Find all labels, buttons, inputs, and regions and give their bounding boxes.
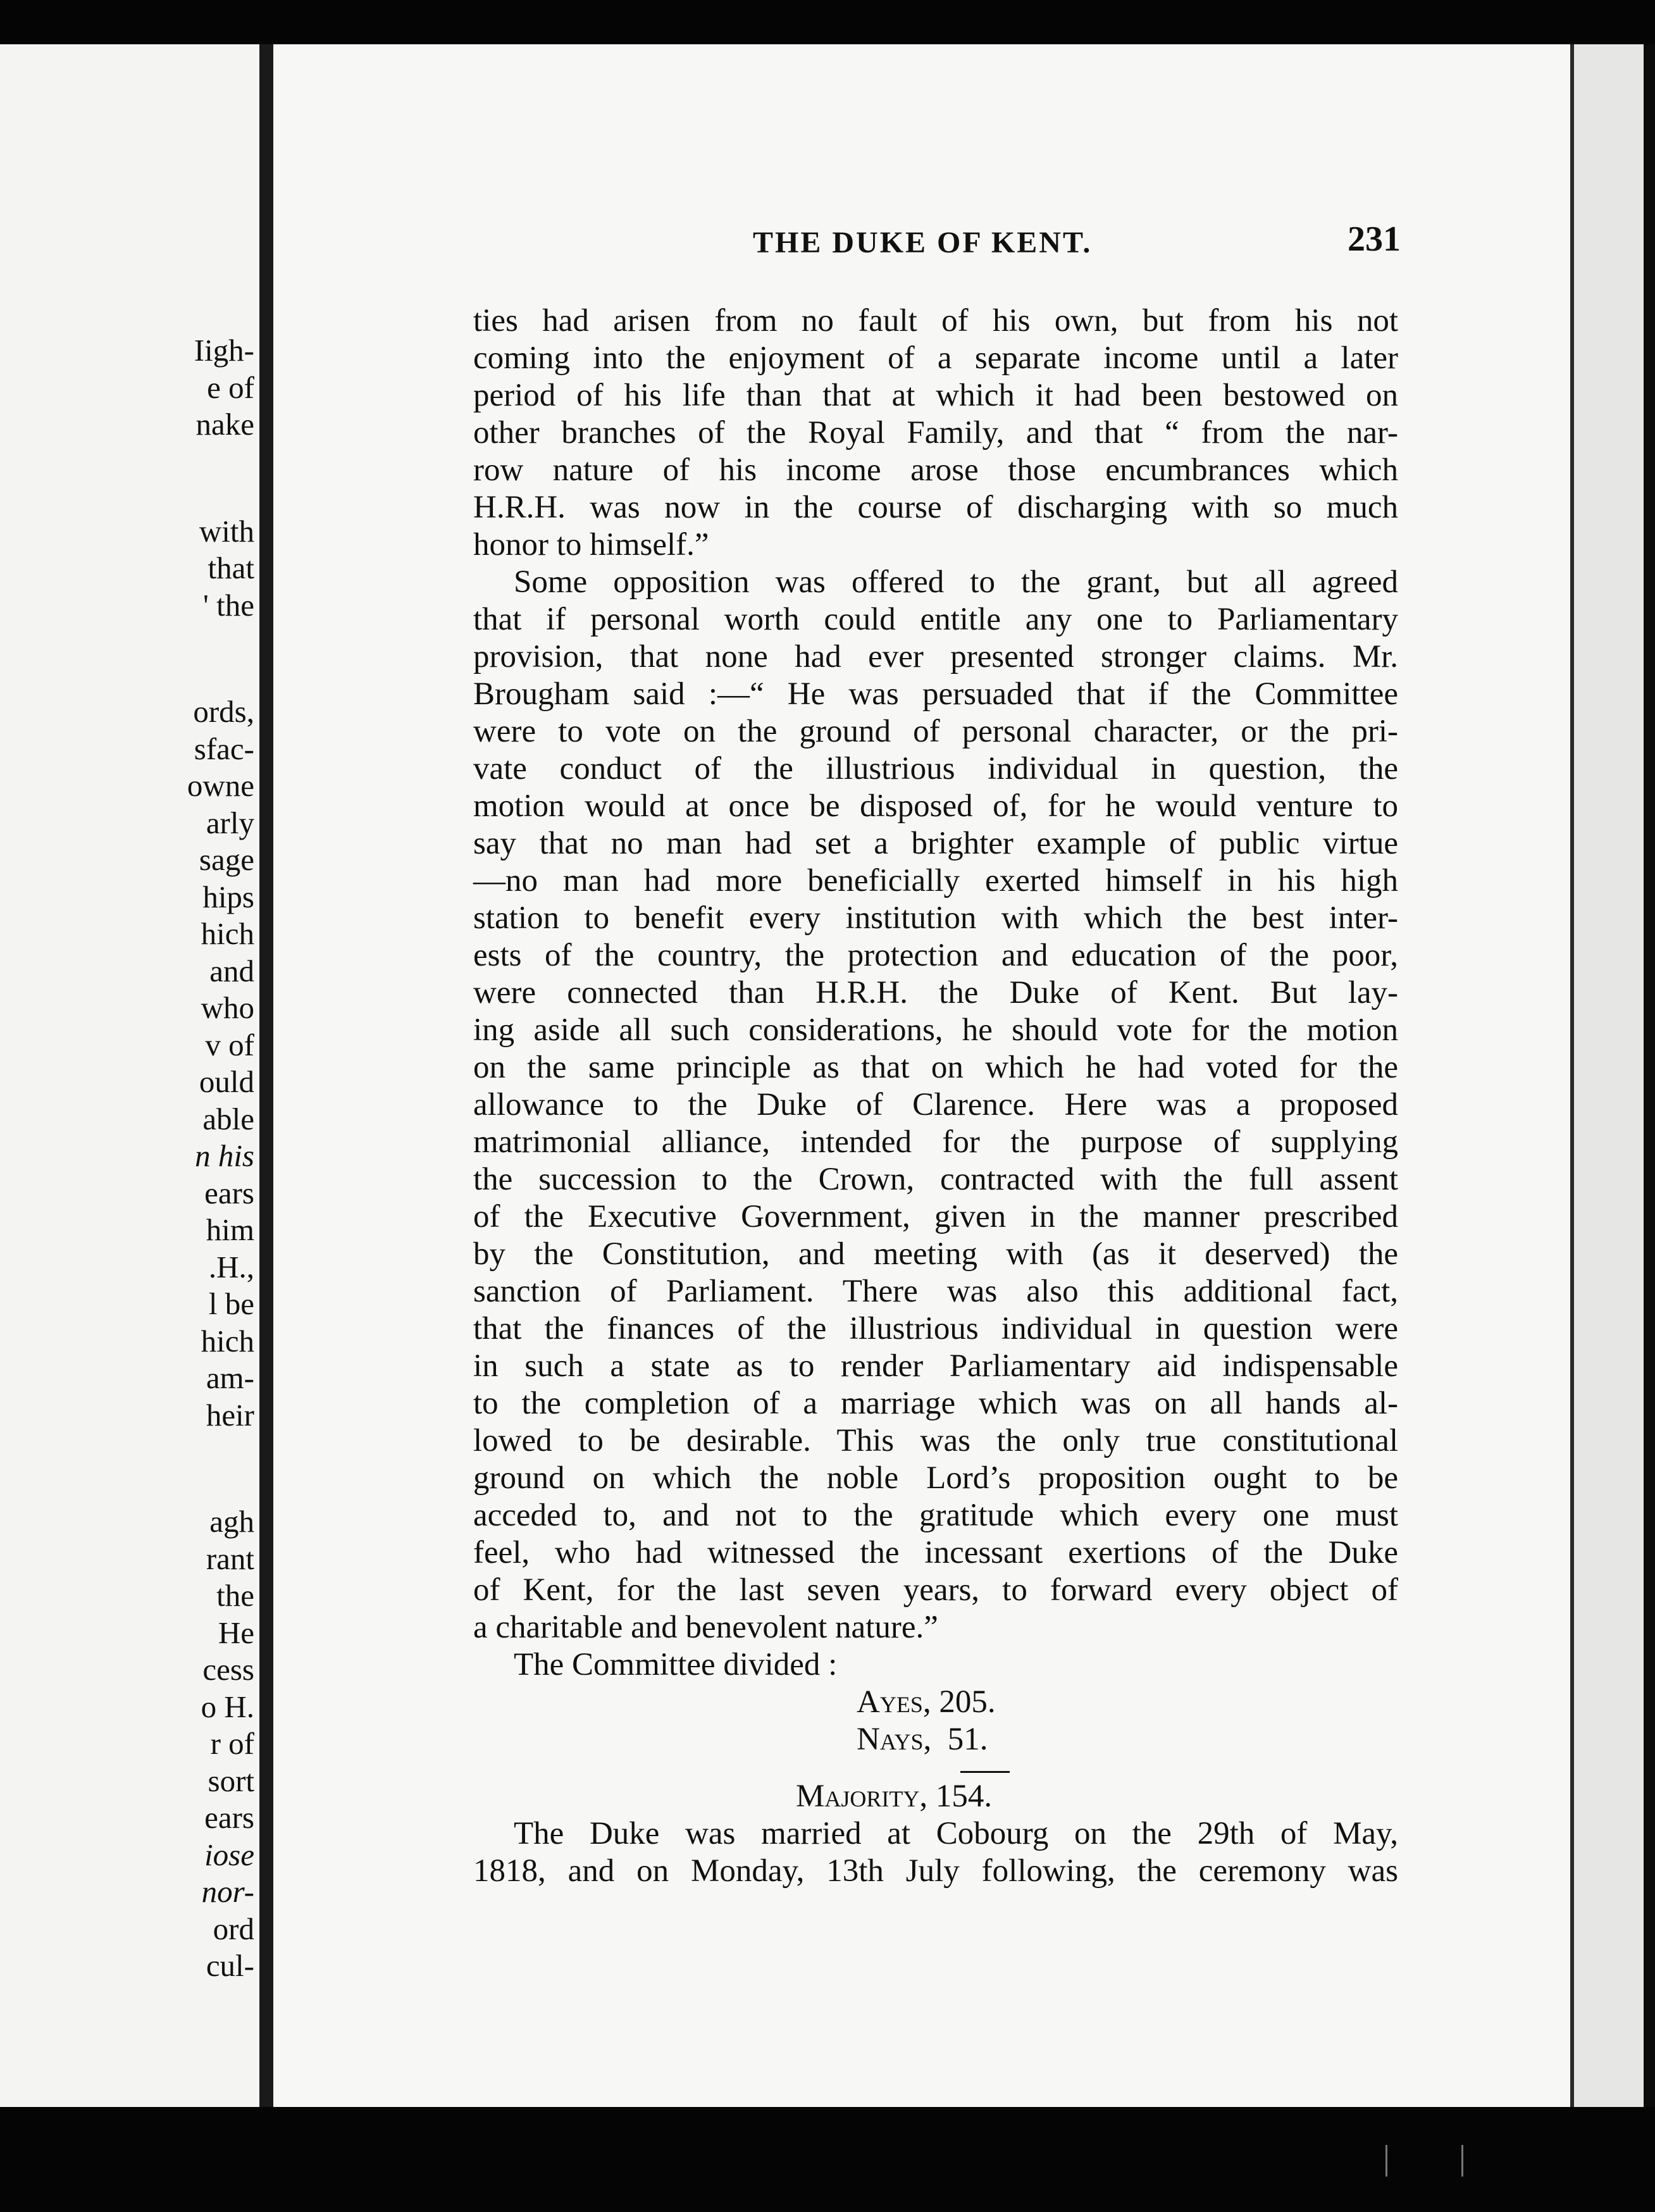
page-body (473, 302, 1398, 1890)
text-line: —no man had more beneficially exerted himself in his high (473, 863, 1398, 898)
text-line: on the same principle as that on which he had voted for the (473, 1050, 1398, 1085)
text-line: ties had arisen from no fault of his own, but from his not (473, 303, 1398, 339)
text-line: by the Constitution, and meeting with (as it deserved) the (473, 1236, 1398, 1272)
paragraph-1 (473, 302, 1398, 564)
facing-page-fragment: iose (204, 1837, 254, 1872)
facing-page-fragment: and (209, 953, 254, 988)
ayes-line (473, 1684, 1398, 1721)
facing-page-fragment: e of (207, 370, 254, 405)
text-line: lowed to be desirable. This was the only true constitutional (473, 1423, 1398, 1458)
text-line: were connected than H.R.H. the Duke of Kent. But lay- (473, 975, 1398, 1010)
text-line: the succession to the Crown, contracted with the full assent (473, 1162, 1398, 1197)
text-line: The Duke was married at Cobourg on the 29th of May, (514, 1816, 1398, 1851)
running-title: THE DUKE OF KENT. (753, 226, 1093, 259)
text-line: row nature of his income arose those encumbrances which (473, 452, 1398, 488)
text-line: Some opposition was offered to the grant, but all agreed (514, 564, 1398, 600)
paragraph-2 (473, 564, 1398, 1646)
text-line: of Kent, for the last seven years, to forward every object of (473, 1572, 1398, 1608)
majority-line (473, 1778, 1398, 1815)
text-line: 1818, and on Monday, 13th July following, the ceremony was (473, 1853, 1398, 1889)
facing-page-fragment: ' the (203, 587, 254, 623)
facing-page-fragment: heir (206, 1397, 254, 1432)
facing-page-fragment: ould (199, 1064, 254, 1099)
text-line: allowance to the Duke of Clarence. Here was a proposed (473, 1087, 1398, 1122)
facing-page-fragment: owne (187, 768, 254, 803)
facing-page-fragment: sort (208, 1763, 254, 1798)
facing-page-fragment: am- (206, 1360, 254, 1395)
facing-page-fragment: .H., (208, 1249, 254, 1284)
facing-page-fragment: agh (209, 1504, 254, 1539)
nays-value: 51. (947, 1722, 988, 1757)
facing-page-fragment: l be (208, 1286, 254, 1321)
facing-page-fragment: He (218, 1615, 254, 1650)
text-line: in such a state as to render Parliamentary aid indispensable (473, 1348, 1398, 1384)
scan-mark (1385, 2145, 1387, 2177)
text-line: ests of the country, the protection and education of the poor, (473, 938, 1398, 973)
facing-page-fragment: hich (201, 1323, 254, 1358)
text-line: other branches of the Royal Family, and that “ from the nar- (473, 415, 1398, 450)
fragment-gap (166, 624, 254, 693)
text-line: to the completion of a marriage which was on all hands al- (473, 1386, 1398, 1421)
text-line: say that no man had set a brighter example of public virtue (473, 826, 1398, 861)
majority-label: Majority, (796, 1779, 928, 1814)
text-line: provision, that none had ever presented stronger claims. Mr. (473, 639, 1398, 674)
facing-page-fragment: ears (204, 1800, 254, 1835)
facing-page-fragment: sfac- (194, 731, 254, 766)
facing-page-fragment: that (208, 550, 254, 585)
committee-division-line: The Committee divided : (514, 1647, 838, 1682)
nays-line (473, 1721, 1398, 1758)
facing-page-fragment: v of (205, 1027, 254, 1062)
text-line: a charitable and benevolent nature.” (473, 1610, 938, 1645)
facing-page-fragment: cul- (206, 1948, 254, 1983)
facing-page-text-fragments (166, 332, 254, 1985)
facing-page-fragment: sage (199, 842, 254, 877)
facing-page-fragment: arly (206, 805, 254, 840)
facing-page-fragment: cess (202, 1652, 254, 1687)
fragment-gap (166, 1434, 254, 1503)
majority-value: 154. (935, 1779, 993, 1814)
facing-page-fragment: the (216, 1578, 254, 1613)
text-line: H.R.H. was now in the course of discharging with so much (473, 490, 1398, 525)
text-line: coming into the enjoyment of a separate income until a later (473, 340, 1398, 376)
page-stack-edge (1570, 44, 1644, 2107)
text-line: that if personal worth could entitle any one to Parliamentary (473, 602, 1398, 637)
book-gutter (259, 44, 273, 2107)
text-line: ing aside all such considerations, he should vote for the motion (473, 1012, 1398, 1048)
tally-rule (960, 1771, 1010, 1773)
scan-bottom-border (0, 2107, 1655, 2212)
text-line: ground on which the noble Lord’s proposition ought to be (473, 1460, 1398, 1496)
text-line: honor to himself.” (473, 527, 709, 562)
facing-page-fragment: ears (204, 1175, 254, 1210)
facing-page-fragment: hich (201, 916, 254, 951)
facing-page-fragment: nor- (201, 1874, 254, 1909)
ayes-label: Ayes, (857, 1684, 931, 1720)
facing-page-fragment: who (201, 990, 254, 1025)
facing-page-fragment: n his (195, 1138, 254, 1173)
facing-page-fragment: him (206, 1212, 254, 1247)
text-line: motion would at once be disposed of, for he would venture to (473, 788, 1398, 824)
facing-page-fragment: Iigh- (194, 333, 254, 368)
text-line: were to vote on the ground of personal character, or the pri- (473, 714, 1398, 749)
facing-page-fragment: hips (202, 879, 254, 914)
nays-label: Nays, (857, 1722, 932, 1757)
facing-page-fragment: o H. (201, 1689, 254, 1724)
facing-page-fragment: rant (206, 1541, 254, 1576)
text-line: feel, who had witnessed the incessant exertions of the Duke (473, 1535, 1398, 1570)
text-line: acceded to, and not to the gratitude which every one must (473, 1498, 1398, 1533)
text-line: vate conduct of the illustrious individual in question, the (473, 751, 1398, 786)
text-line: Brougham said :—“ He was persuaded that if the Committee (473, 676, 1398, 712)
facing-page-fragment: r of (210, 1726, 254, 1761)
text-line: period of his life than that at which it had been bestowed on (473, 378, 1398, 413)
paragraph-3 (473, 1815, 1398, 1890)
facing-page-fragment: ords, (193, 694, 254, 729)
scan-mark (1461, 2145, 1463, 2177)
text-line: that the finances of the illustrious individual in question were (473, 1311, 1398, 1346)
facing-page-edge (0, 44, 259, 2107)
fragment-gap (166, 444, 254, 513)
ayes-value: 205. (939, 1684, 996, 1720)
facing-page-fragment: nake (195, 407, 254, 442)
page-number: 231 (1348, 220, 1401, 259)
facing-page-fragment: ord (213, 1911, 254, 1946)
text-line: matrimonial alliance, intended for the purpose of supplying (473, 1124, 1398, 1160)
text-line: of the Executive Government, given in the manner prescribed (473, 1199, 1398, 1234)
facing-page-fragment: with (199, 513, 254, 549)
text-line: station to benefit every institution with which the best inter- (473, 900, 1398, 936)
facing-page-fragment: able (202, 1101, 254, 1136)
text-line: sanction of Parliament. There was also this additional fact, (473, 1274, 1398, 1309)
scan-top-border (0, 0, 1655, 44)
